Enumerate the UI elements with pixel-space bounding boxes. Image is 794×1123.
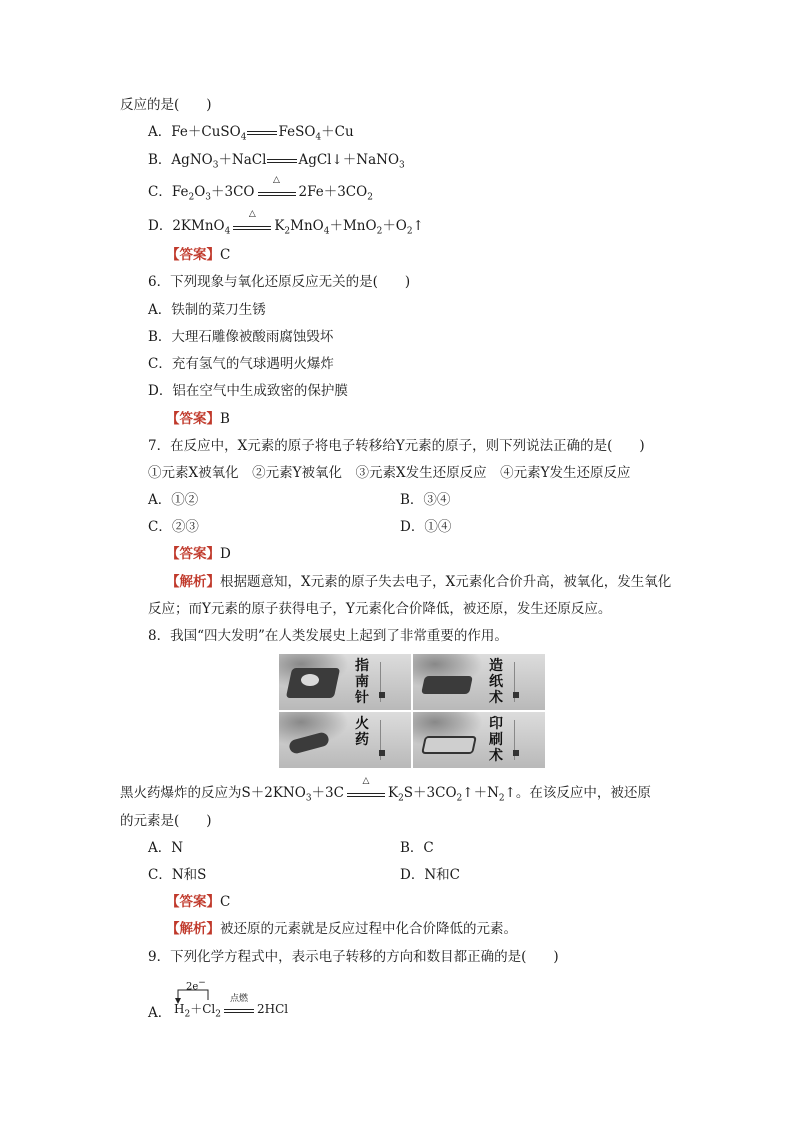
equation-lhs: Fe＋CuSO <box>171 124 241 140</box>
equation-rhs: ＋Cu <box>321 124 354 140</box>
q7-answer <box>166 545 231 563</box>
subscript: 2 <box>398 793 404 804</box>
subscript: 4 <box>323 226 330 237</box>
equation-rhs: FeSO <box>278 124 316 140</box>
reaction-text: ↑。在该反应中，被还原 <box>504 785 651 801</box>
heat-symbol: △ <box>362 775 370 786</box>
equation-lhs: H <box>174 1002 185 1016</box>
q6-option-c: C．充有氢气的气球遇明火爆炸 <box>148 356 334 372</box>
q6-stem: 6．下列现象与氧化还原反应无关的是( ) <box>148 274 411 290</box>
panel-compass <box>279 654 411 710</box>
equation-rhs: ＋O <box>382 218 407 234</box>
q7-option-c: C．②③ <box>148 519 199 535</box>
q5-option-c <box>148 174 373 207</box>
subscript: 4 <box>224 226 231 237</box>
reaction-condition-arrow <box>224 993 254 1018</box>
subscript: 2 <box>367 192 373 203</box>
answer-tag: 【答案】 <box>166 247 220 263</box>
option-label: B． <box>148 152 172 168</box>
subscript: 2 <box>456 793 463 804</box>
subscript: 4 <box>240 132 247 143</box>
q6-option-b: B．大理石雕像被酸雨腐蚀毁坏 <box>148 329 334 345</box>
reaction-text: ＋3C <box>311 785 344 801</box>
equation-rhs: 2HCl <box>256 1002 289 1016</box>
panel-printing <box>413 712 545 768</box>
four-inventions-figure <box>279 654 545 768</box>
equals-sign <box>267 156 297 166</box>
subscript: 4 <box>315 132 322 143</box>
q5-option-a <box>148 123 354 147</box>
q7-analysis-line1 <box>166 573 671 591</box>
subscript: 3 <box>399 160 405 171</box>
q5-option-d <box>148 208 424 241</box>
subscript: 2 <box>188 192 195 203</box>
answer-tag: 【答案】 <box>166 546 220 562</box>
heat-symbol: △ <box>248 208 256 219</box>
answer-value: C <box>220 894 231 910</box>
equation-lhs: ＋3CO <box>211 184 255 200</box>
option-label: C． <box>148 184 172 200</box>
q6-answer <box>166 410 230 428</box>
q8-reaction-line <box>120 775 651 808</box>
panel-title: 火药 <box>355 716 369 748</box>
q7-option-b: B．③④ <box>400 492 451 508</box>
q9-stem: 9．下列化学方程式中，表示电子转移的方向和数目都正确的是( ) <box>148 949 559 965</box>
ignite-label: 点燃 <box>229 993 248 1004</box>
q6-option-d: D．铝在空气中生成致密的保护膜 <box>148 383 348 399</box>
subscript: 3 <box>205 192 212 203</box>
panel-gunpowder <box>279 712 411 768</box>
equation-lhs: AgNO <box>171 152 213 168</box>
reaction-text: S＋3CO <box>403 785 457 801</box>
electron-count: 2e− <box>186 978 206 993</box>
q7-option-a: A．①② <box>148 492 199 508</box>
panel-title: 造纸术 <box>489 658 503 706</box>
q8-stem: 8．我国“四大发明”在人类发展史上起到了非常重要的作用。 <box>148 628 508 644</box>
panel-papermaking <box>413 654 545 710</box>
equation-rhs: MnO <box>290 218 324 234</box>
q7-statements: ①元素X被氧化 ②元素Y被氧化 ③元素X发生还原反应 ④元素Y发生还原反应 <box>148 465 631 481</box>
equation-rhs: ＋MnO <box>329 218 377 234</box>
heat-symbol: △ <box>273 174 280 185</box>
q8-answer <box>166 893 230 911</box>
subscript: 3 <box>212 160 219 171</box>
equation-lhs: ＋Cl <box>190 1002 216 1016</box>
q7-option-d: D．①④ <box>400 519 452 535</box>
subscript: 2 <box>215 1009 221 1020</box>
q5-answer <box>166 246 230 264</box>
analysis-text: 被还原的元素就是反应过程中化合价降低的元素。 <box>220 921 517 937</box>
q8-option-a: A．N <box>148 840 184 856</box>
option-label: A． <box>148 124 172 140</box>
answer-value: C <box>220 247 231 263</box>
q8-option-c: C．N和S <box>148 867 207 883</box>
answer-value: D <box>220 546 231 562</box>
q8-option-b: B．C <box>400 840 434 856</box>
subscript: 2 <box>406 226 413 237</box>
reaction-text: K <box>387 785 399 801</box>
equation-rhs: 2Fe＋3CO <box>298 184 368 200</box>
equation-lhs: O <box>194 184 206 200</box>
subscript: 3 <box>305 793 312 804</box>
subscript: 2 <box>284 226 291 237</box>
equation <box>174 993 289 1023</box>
q5-stem-tail: 反应的是( ) <box>120 97 212 113</box>
panel-title: 印刷术 <box>489 716 503 764</box>
reaction-text: 黑火药爆炸的反应为S＋2KNO <box>120 785 306 801</box>
q8-option-d: D．N和C <box>400 867 460 883</box>
panel-title: 指南针 <box>355 658 369 706</box>
q7-analysis-line2: 反应；而Y元素的原子获得电子，Y元素化合价降低，被还原，发生还原反应。 <box>148 601 612 617</box>
q8-analysis <box>166 920 517 938</box>
equation-lhs: ＋NaCl <box>218 152 267 168</box>
equation-lhs: Fe <box>171 184 189 200</box>
equation-rhs: AgCl↓＋NaNO <box>298 152 400 168</box>
subscript: 2 <box>184 1009 191 1020</box>
q7-stem: 7．在反应中，X元素的原子将电子转移给Y元素的原子，则下列说法正确的是( ) <box>148 438 645 454</box>
equation-rhs: ↑ <box>412 218 424 234</box>
q8-stem-line2: 的元素是( ) <box>120 813 212 829</box>
equals-sign <box>247 128 277 138</box>
option-label: D． <box>148 218 173 234</box>
equation-rhs: K <box>274 218 285 234</box>
q9-option-a <box>148 976 308 1022</box>
answer-tag: 【答案】 <box>166 894 220 910</box>
option-label: A． <box>148 1005 172 1021</box>
analysis-tag: 【解析】 <box>166 574 220 590</box>
reaction-condition-arrow <box>258 174 296 201</box>
answer-tag: 【答案】 <box>166 411 220 427</box>
equation-lhs: 2KMnO <box>172 218 225 234</box>
subscript: 2 <box>498 793 505 804</box>
subscript: 2 <box>376 226 383 237</box>
q5-option-b <box>148 151 405 175</box>
analysis-tag: 【解析】 <box>166 921 220 937</box>
answer-value: B <box>220 411 230 427</box>
reaction-condition-arrow <box>233 208 271 235</box>
reaction-condition-arrow <box>347 775 385 802</box>
reaction-text: ↑＋N <box>462 785 499 801</box>
q6-option-a: A．铁制的菜刀生锈 <box>148 302 266 318</box>
analysis-text: 根据题意知，X元素的原子失去电子，X元素化合价升高，被氧化，发生氧化 <box>220 574 672 590</box>
